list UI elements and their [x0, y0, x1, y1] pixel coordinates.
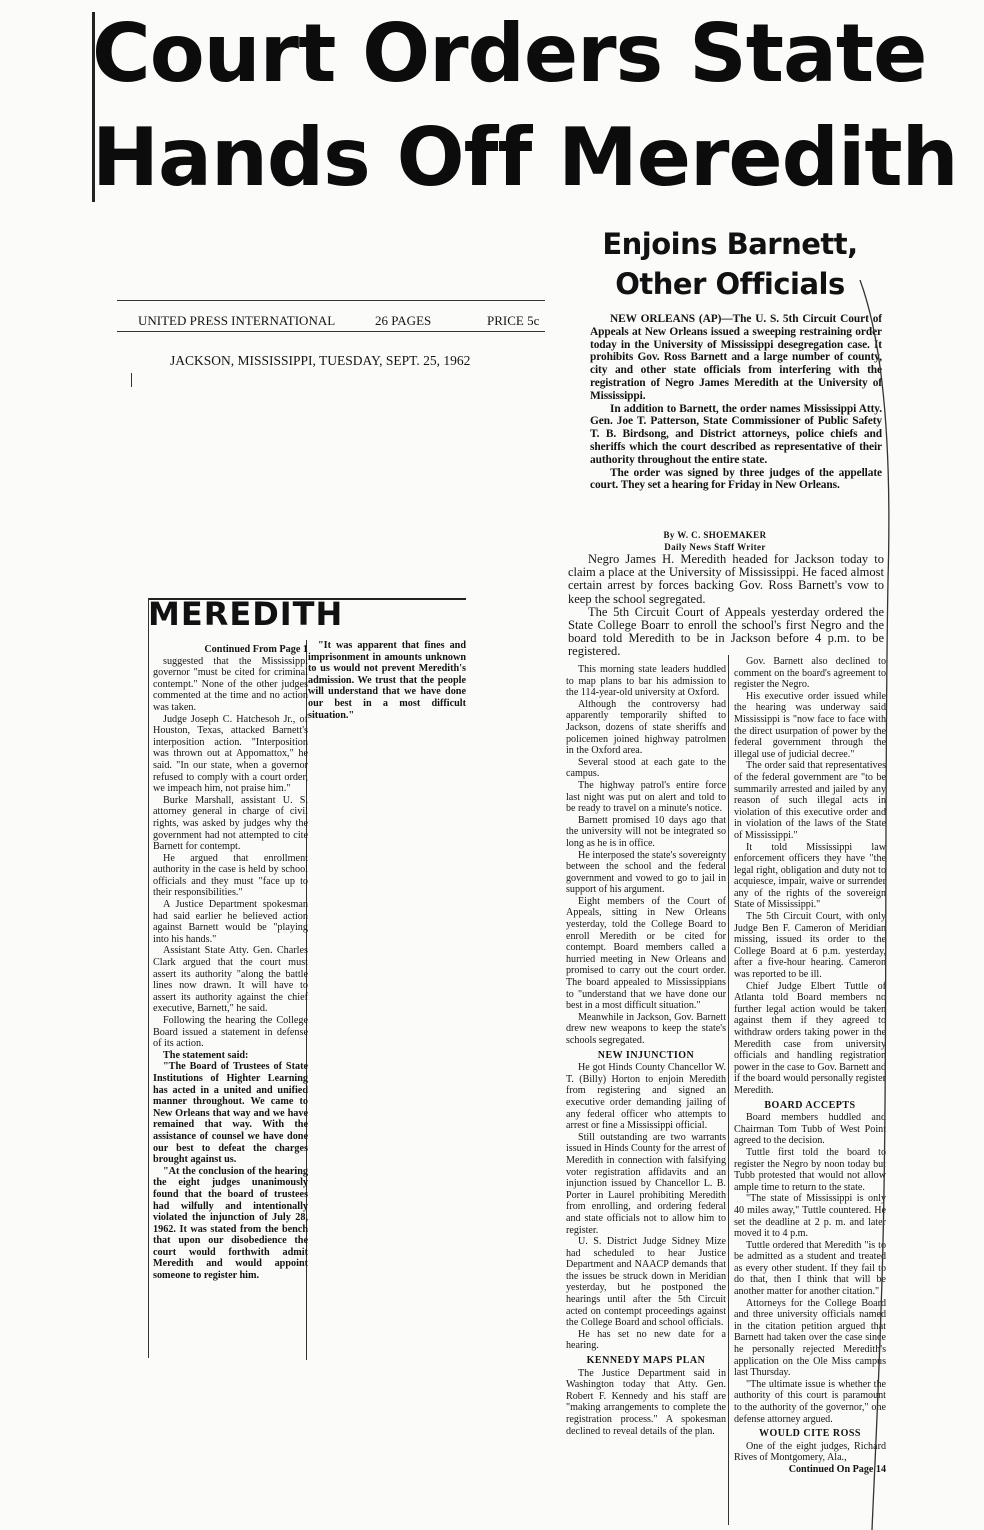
headline-line-1: Court Orders State: [92, 7, 927, 100]
column-paragraph: Tuttle ordered that Meredith "is to be admitted as a student and treated as every other student. If they fail to do that, then I think that will be another matter for another citation.": [734, 1239, 886, 1298]
story-column-left: [566, 664, 726, 1437]
masthead-dateline: JACKSON, MISSISSIPPI, TUESDAY, SEPT. 25, 1962: [170, 353, 471, 368]
column-paragraph: Still outstanding are two warrants issued in Hinds County for the arrest of Meredith in connection with falsifying voter registration affidavits and an injunction issued by Chancellor L. B. Porter in Laurel prohibiting Meredith from enrolling, and ordering federal and state officials not to allow him to register.: [566, 1131, 726, 1236]
story-paragraph: The 5th Circuit Court of Appeals yesterday ordered the State College Boarr to enroll the school's first Negro and the board told Meredith to be in Jackson before 4 p.m. to be registered.: [568, 604, 884, 659]
masthead-agency: UNITED PRESS INTERNATIONAL: [138, 313, 336, 328]
subhead-board-accepts: BOARD ACCEPTS: [764, 1099, 856, 1111]
jump-paragraph: Assistant State Atty. Gen. Charles Clark argued that the court must assert its authority "along the battle lines now drawn. It will have to assert its authority against the chief executive, Barnett," he said.: [153, 945, 308, 1015]
column-paragraph: "The state of Mississippi is only 40 miles away," Tuttle countered. He set the deadline at 2 p. m. and later moved it to 4 p.m.: [734, 1193, 886, 1240]
column-paragraph: He got Hinds County Chancellor W. T. (Billy) Horton to enjoin Meredith from registering and signed an executive order demanding jailing of any federal officer who attempts to arrest or fine a Mississippi official.: [566, 1062, 726, 1132]
jump-tag: MEREDITH: [148, 595, 344, 633]
byline-name: By W. C. SHOEMAKER: [663, 530, 767, 540]
lead-bulletin: [590, 313, 882, 492]
column-divider: [728, 655, 729, 1525]
column-paragraph: The 5th Circuit Court, with only Judge Ben F. Cameron of Meridian missing, issued its order to the College Board at 6 p.m. yesterday, after a five-hour hearing. Cameron was reported to be ill.: [734, 911, 886, 981]
column-paragraph: He interposed the state's sovereignty between the school and the federal government and vowed to go to jail in support of his argument.: [566, 849, 726, 896]
column-paragraph: "The ultimate issue is whether the authority of this court is paramount to the authority of the governor," one defense attorney argued.: [734, 1378, 886, 1425]
column-paragraph: The Justice Department said in Washington today that Atty. Gen. Robert F. Kennedy and his staff are "making arrangements to complete the registration process." A spokesman declined to reveal details of the plan.: [566, 1367, 726, 1437]
jump-paragraph: "The Board of Trustees of State Institutions of Highter Learning has acted in a united and unified manner throughout. We came to New Orleans that way and we have remained that way. With the assistance of counsel we have done our best to defeat the charges brought against us.: [153, 1061, 308, 1166]
column-paragraph: Barnett promised 10 days ago that the university will not be integrated so long as he is in office.: [566, 814, 726, 849]
jump-paragraph: Burke Marshall, assistant U. S. attorney general in charge of civil rights, was asked by judges why the government had not attempted to cite Barnett for contempt.: [153, 794, 308, 853]
jump-paragraph: Following the hearing the College Board issued a statement in defense of its action.: [153, 1015, 308, 1050]
masthead-price: PRICE 5c: [487, 313, 540, 328]
column-paragraph: He has set no new date for a hearing.: [566, 1328, 726, 1352]
jump-paragraph: He argued that enrollment authority in the case is held by school officials and they must "face up to their responsibilities.": [153, 852, 308, 899]
column-paragraph: Meanwhile in Jackson, Gov. Barnett drew new weapons to keep the state's schools segregated.: [566, 1011, 726, 1046]
column-paragraph: Although the controversy had apparently temporarily shifted to Jackson, dozens of state sheriffs and policemen joined highway patrolmen in the Oxford area.: [566, 698, 726, 757]
masthead-tick: [131, 373, 132, 387]
column-paragraph: Gov. Barnett also declined to comment on the board's agreement to register the Negro.: [734, 656, 886, 691]
lead-paragraph: In addition to Barnett, the order names Mississippi Atty. Gen. Joe T. Patterson, State Commissioner of Public Safety T. B. Birdsong, and District attorneys, police chiefs and sheriffs which the court described as representative of their authority throughout the entire state.: [590, 402, 882, 466]
story-column-right: [734, 656, 886, 1476]
masthead-rule-mid: [117, 331, 545, 332]
jump-paragraph: A Justice Department spokesman had said earlier he believed action against Barnett would be "playing into his hands.": [153, 899, 308, 945]
column-paragraph: The highway patrol's entire force last night was put on alert and told to be ready to travel on a minute's notice.: [566, 779, 726, 815]
subhead-new-injunction: NEW INJUNCTION: [597, 1049, 695, 1061]
column-paragraph: Tuttle first told the board to register the Negro by noon today but Tubb protested that would not allow ample time to return to the state.: [734, 1146, 886, 1193]
masthead-rule-top: [117, 300, 545, 301]
jump-column-continued: [308, 640, 466, 721]
column-paragraph: Several stood at each gate to the campus.: [566, 756, 726, 780]
column-paragraph: Chief Judge Elbert Tuttle of Atlanta told Board members no further legal action would be taken against them if they agreed to withdraw orders taking power in the Meredith case from university officials and handling registration power in the case to Gov. Barnett and if the board would personally register Meredith.: [734, 980, 886, 1096]
column-paragraph: It told Mississippi law enforcement officers they have "the legal right, obligation and duty not to acquiesce, impair, waive or surrender any of the rights of the sovereign State of Mississippi.": [734, 841, 886, 911]
column-paragraph: One of the eight judges, Richard Rives of Montgomery, Ala.,: [734, 1440, 886, 1464]
column-paragraph: This morning state leaders huddled to map plans to bar his admission to the 114-year-old university at Oxford.: [566, 664, 726, 699]
jump-paragraph: Judge Joseph C. Hatchesoh Jr., of Houston, Texas, attacked Barnett's interposition action. "Interposition was thrown out at Appomattox," he said. "In our state, when a governor refused to comply with a court order, we impeach him, not praise him.": [153, 713, 308, 795]
lead-paragraph: NEW ORLEANS (AP)—The U. S. 5th Circuit Court of Appeals at New Orleans issued a sweeping restraining order today in the University of Mississippi desegregation case. It prohibits Gov. Ross Barnett and a large number of county, city and other state officials from interfering with the registration of Negro James Meredith at the University of Mississippi.: [590, 313, 882, 402]
jump-paragraph: suggested that the Mississippi governor "must be cited for criminal contempt." None of the other judges commented at the time and no action was taken.: [153, 655, 308, 713]
lead-paragraph: The order was signed by three judges of the appellate court. They set a hearing for Friday in New Orleans.: [590, 466, 882, 492]
subhead-kennedy-maps-plan: KENNEDY MAPS PLAN: [586, 1355, 706, 1367]
jump-paragraph: "At the conclusion of the hearing the eight judges unanimously found that the board of trustees had wilfully and intentionally violated the injunction of July 28, 1962. It was stated from the bench that upon our disobedience the court would forthwith admit Meredith and would appoint someone to register him.: [153, 1165, 308, 1282]
byline-title: Daily News Staff Writer: [664, 542, 766, 552]
jump-paragraph: The statement said:: [163, 1049, 249, 1061]
subhead-would-cite-ross: WOULD CITE ROSS: [759, 1428, 861, 1440]
jump-column: [153, 644, 308, 1282]
jump-line: Continued On Page 14: [788, 1463, 886, 1475]
column-paragraph: Attorneys for the College Board and three university officials named in the citation petition argued that Barnett had taken over the case since he personally rejected Meredith's application on the Ole Miss campus last Thursday.: [734, 1297, 886, 1379]
story-paragraph: Negro James H. Meredith headed for Jackson today to claim a place at the University of Mississippi. He faced almost certain arrest by forces backing Gov. Ross Barnett's vow to keep the school segregated.: [568, 552, 884, 606]
column-paragraph: The order said that representatives of the federal government are "to be summarily arrested and jailed by any reason of such illegal acts in violation of this executive order and in violation of the laws of the State of Mississippi.": [734, 760, 886, 841]
column-paragraph: Eight members of the Court of Appeals, sitting in New Orleans yesterday, told the College Board to enroll Meredith or be cited for contempt. Board members called a hurried meeting in New Orleans and promised to carry out the court order. The board appealed to Mississippians to "understand that we have done our best in a most difficult situation.": [566, 895, 726, 1012]
deck-line-2: Other Officials: [615, 267, 845, 301]
deck-line-1: Enjoins Barnett,: [602, 227, 858, 261]
column-paragraph: His executive order issued while the hearing was underway said Mississippi is "now face to face with the direct usurpation of power by the federal government through the illegal use of judicial decree.": [734, 690, 886, 760]
masthead-pages: 26 PAGES: [375, 313, 432, 328]
jump-paragraph: "It was apparent that fines and imprisonment in amounts unknown to us would not prevent Meredith's admission. We trust that the people will understand that we have done our best in a most difficult situation.": [308, 640, 466, 721]
jump-border-left: [148, 598, 149, 1358]
story-intro: [568, 553, 884, 659]
headline-line-2: Hands Off Meredith: [92, 111, 958, 204]
jump-continued-from: Continued From Page 1: [204, 644, 308, 655]
column-paragraph: U. S. District Judge Sidney Mize had scheduled to hear Justice Department and NAACP demands that the issues be struck down in Meridian yesterday, but he postponed the hearings until after the 5th Circuit acted on contempt proceedings against the College Board and school officials.: [566, 1236, 726, 1329]
column-paragraph: Board members huddled and Chairman Tom Tubb of West Point agreed to the decision.: [734, 1112, 886, 1147]
